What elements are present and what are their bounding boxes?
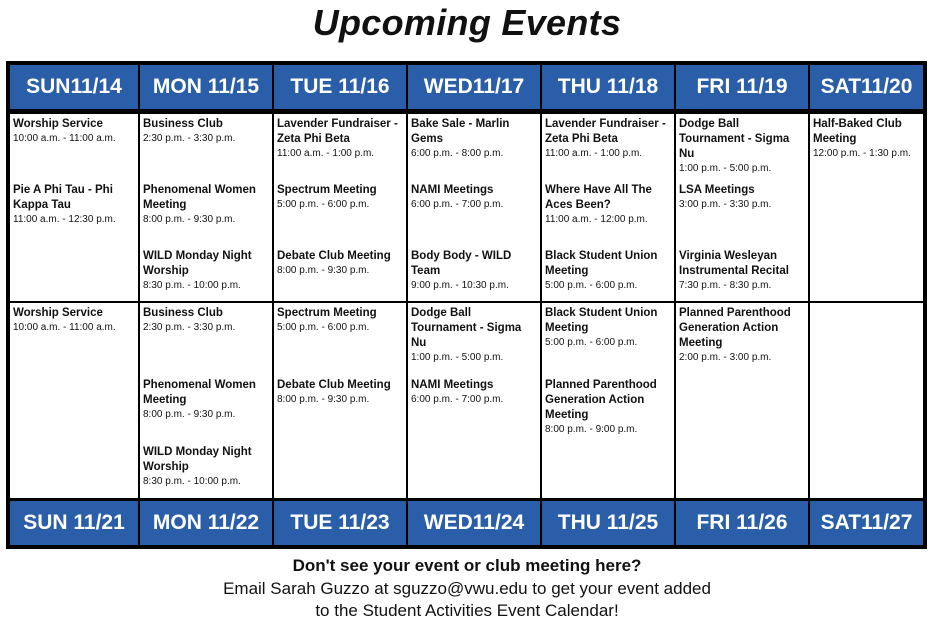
day-cell-thu xyxy=(542,303,676,498)
event-item xyxy=(143,249,270,292)
day-cell-fri xyxy=(676,303,810,498)
event-time: 5:00 p.m. - 6:00 p.m. xyxy=(277,322,370,333)
event-item xyxy=(143,445,270,488)
event-item xyxy=(545,117,672,160)
event-name: Debate Club Meeting xyxy=(277,250,391,262)
day-header-thu: THU 11/18 xyxy=(542,65,676,109)
week2-header-row xyxy=(10,501,923,545)
event-name: Spectrum Meeting xyxy=(277,307,377,319)
event-item xyxy=(679,117,806,175)
event-time: 8:30 p.m. - 10:00 p.m. xyxy=(143,280,241,291)
event-time: 1:00 p.m. - 5:00 p.m. xyxy=(411,352,504,363)
day-header-tue: TUE 11/23 xyxy=(274,501,408,545)
event-item xyxy=(13,183,136,226)
day-cell-sat xyxy=(810,303,923,498)
event-item xyxy=(411,378,538,406)
week2-row xyxy=(10,303,923,498)
event-time: 5:00 p.m. - 6:00 p.m. xyxy=(545,337,638,348)
event-item xyxy=(143,117,270,145)
event-name: Lavender Fundraiser - Zeta Phi Beta xyxy=(545,118,666,145)
day-header-sun: SUN 11/21 xyxy=(10,501,140,545)
event-name: Business Club xyxy=(143,118,223,130)
event-item xyxy=(545,306,672,349)
event-item xyxy=(143,378,270,421)
day-cell-sun xyxy=(10,303,140,498)
day-header-fri: FRI 11/19 xyxy=(676,65,810,109)
event-name: Virginia Wesleyan Instrumental Recital xyxy=(679,250,789,277)
event-item xyxy=(13,306,136,334)
week1-header-row xyxy=(10,65,923,109)
event-time: 11:00 a.m. - 1:00 p.m. xyxy=(277,148,375,159)
event-time: 5:00 p.m. - 6:00 p.m. xyxy=(545,280,638,291)
event-item xyxy=(545,183,672,226)
event-time: 9:00 p.m. - 10:30 p.m. xyxy=(411,280,509,291)
event-time: 10:00 a.m. - 11:00 a.m. xyxy=(13,133,116,144)
day-cell-thu xyxy=(542,114,676,301)
event-name: Debate Club Meeting xyxy=(277,379,391,391)
event-time: 2:30 p.m. - 3:30 p.m. xyxy=(143,322,236,333)
event-time: 8:00 p.m. - 9:00 p.m. xyxy=(545,424,638,435)
event-item xyxy=(277,183,404,211)
event-time: 6:00 p.m. - 7:00 p.m. xyxy=(411,199,504,210)
event-item xyxy=(277,378,404,406)
event-name: Planned Parenthood Generation Action Meeting xyxy=(679,307,791,349)
day-header-tue: TUE 11/16 xyxy=(274,65,408,109)
event-item xyxy=(411,306,538,364)
week1-row xyxy=(10,114,923,301)
day-header-sat: SAT11/27 xyxy=(810,501,923,545)
event-name: Bake Sale - Marlin Gems xyxy=(411,118,510,145)
event-name: Half-Baked Club Meeting xyxy=(813,118,902,145)
day-header-sun: SUN11/14 xyxy=(10,65,140,109)
event-item xyxy=(143,183,270,226)
event-time: 2:30 p.m. - 3:30 p.m. xyxy=(143,133,236,144)
event-item xyxy=(545,249,672,292)
calendar-grid xyxy=(10,114,923,498)
day-cell-sun xyxy=(10,114,140,301)
event-name: Body Body - WILD Team xyxy=(411,250,512,277)
footer-prompt: Don't see your event or club meeting here? xyxy=(292,556,642,575)
calendar-frame xyxy=(6,61,927,549)
day-cell-mon xyxy=(140,114,274,301)
event-time: 5:00 p.m. - 6:00 p.m. xyxy=(277,199,370,210)
event-time: 8:00 p.m. - 9:30 p.m. xyxy=(143,214,236,225)
event-time: 11:00 a.m. - 12:00 p.m. xyxy=(545,214,648,225)
event-item xyxy=(679,183,806,211)
event-name: Spectrum Meeting xyxy=(277,184,377,196)
footer-note: to the Student Activities Event Calendar! xyxy=(315,601,619,620)
day-header-fri: FRI 11/26 xyxy=(676,501,810,545)
day-header-thu: THU 11/25 xyxy=(542,501,676,545)
event-time: 3:00 p.m. - 3:30 p.m. xyxy=(679,199,772,210)
event-name: Worship Service xyxy=(13,118,103,130)
event-name: Phenomenal Women Meeting xyxy=(143,184,256,211)
event-name: Dodge Ball Tournament - Sigma Nu xyxy=(679,118,790,160)
day-cell-mon xyxy=(140,303,274,498)
event-time: 10:00 a.m. - 11:00 a.m. xyxy=(13,322,116,333)
event-item xyxy=(679,249,806,292)
event-item xyxy=(13,117,136,145)
day-cell-fri xyxy=(676,114,810,301)
day-cell-tue xyxy=(274,303,408,498)
event-item xyxy=(679,306,806,364)
event-time: 11:00 a.m. - 12:30 p.m. xyxy=(13,214,116,225)
event-name: Black Student Union Meeting xyxy=(545,307,658,334)
event-time: 7:30 p.m. - 8:30 p.m. xyxy=(679,280,772,291)
event-item xyxy=(411,249,538,292)
event-time: 8:30 p.m. - 10:00 p.m. xyxy=(143,476,241,487)
event-name: Where Have All The Aces Been? xyxy=(545,184,652,211)
event-name: Lavender Fundraiser - Zeta Phi Beta xyxy=(277,118,398,145)
day-header-mon: MON 11/22 xyxy=(140,501,274,545)
event-time: 6:00 p.m. - 8:00 p.m. xyxy=(411,148,504,159)
event-item xyxy=(277,117,404,160)
event-item xyxy=(143,306,270,334)
event-item xyxy=(545,378,672,436)
event-name: Black Student Union Meeting xyxy=(545,250,658,277)
day-cell-wed xyxy=(408,303,542,498)
event-item xyxy=(411,183,538,211)
event-time: 8:00 p.m. - 9:30 p.m. xyxy=(277,265,370,276)
footer-contact: Email Sarah Guzzo at sguzzo@vwu.edu to get your event added xyxy=(223,579,711,598)
event-time: 8:00 p.m. - 9:30 p.m. xyxy=(143,409,236,420)
event-time: 12:00 p.m. - 1:30 p.m. xyxy=(813,148,911,159)
event-time: 11:00 a.m. - 1:00 p.m. xyxy=(545,148,643,159)
day-cell-wed xyxy=(408,114,542,301)
day-header-wed: WED11/24 xyxy=(408,501,542,545)
day-header-mon: MON 11/15 xyxy=(140,65,274,109)
event-item xyxy=(813,117,921,160)
event-name: Planned Parenthood Generation Action Meeting xyxy=(545,379,657,421)
event-name: Business Club xyxy=(143,307,223,319)
event-name: NAMI Meetings xyxy=(411,184,494,196)
event-name: WILD Monday Night Worship xyxy=(143,446,252,473)
day-cell-tue xyxy=(274,114,408,301)
event-item xyxy=(277,306,404,334)
event-time: 8:00 p.m. - 9:30 p.m. xyxy=(277,394,370,405)
event-name: Phenomenal Women Meeting xyxy=(143,379,256,406)
event-name: LSA Meetings xyxy=(679,184,755,196)
event-time: 2:00 p.m. - 3:00 p.m. xyxy=(679,352,772,363)
event-item xyxy=(411,117,538,160)
event-name: WILD Monday Night Worship xyxy=(143,250,252,277)
event-time: 1:00 p.m. - 5:00 p.m. xyxy=(679,163,772,174)
event-time: 6:00 p.m. - 7:00 p.m. xyxy=(411,394,504,405)
event-item xyxy=(277,249,404,277)
event-name: Dodge Ball Tournament - Sigma Nu xyxy=(411,307,522,349)
day-header-wed: WED11/17 xyxy=(408,65,542,109)
event-name: Worship Service xyxy=(13,307,103,319)
event-name: NAMI Meetings xyxy=(411,379,494,391)
day-header-sat: SAT11/20 xyxy=(810,65,923,109)
day-cell-sat xyxy=(810,114,923,301)
page-title: Upcoming Events xyxy=(312,2,622,43)
event-name: Pie A Phi Tau - Phi Kappa Tau xyxy=(13,184,113,211)
